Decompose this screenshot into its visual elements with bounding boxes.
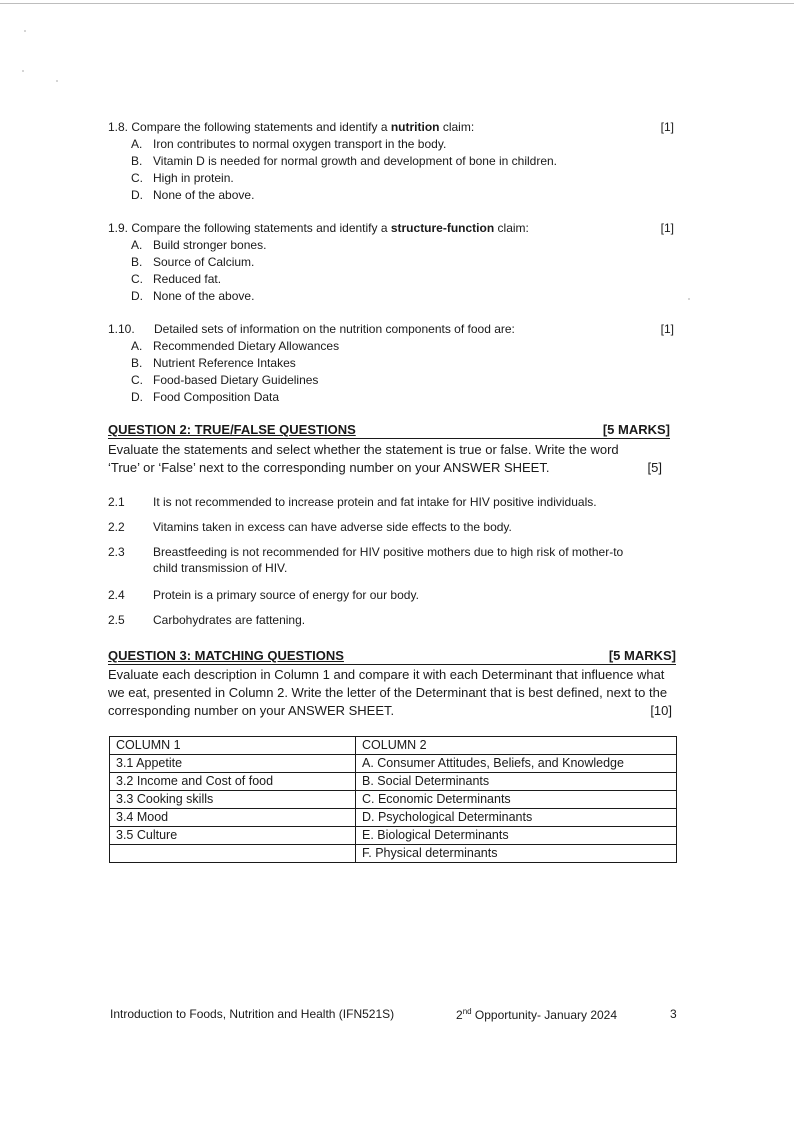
- footer-opportunity: 2nd Opportunity- January 2024: [456, 1007, 618, 1022]
- page-number: 3: [670, 1007, 677, 1021]
- column-1-header: COLUMN 1: [110, 737, 356, 755]
- table-row: 3.1 Appetite A. Consumer Attitudes, Beliefs, and Knowledge: [110, 755, 677, 773]
- question-text: Detailed sets of information on the nutrition components of food are:: [154, 322, 515, 336]
- option-d: D. Food Composition Data: [131, 390, 280, 404]
- statement-2-5: 2.5 Carbohydrates are fattening.: [108, 613, 306, 627]
- statement-2-3: 2.3 Breastfeeding is not recommended for HIV positive mothers due to high risk of mother-to child transmission of HIV.: [108, 545, 624, 575]
- scan-top-edge: [0, 3, 794, 4]
- option-a: A. Iron contributes to normal oxygen transport in the body.: [131, 137, 447, 151]
- option-d: D. None of the above.: [131, 289, 255, 303]
- question-keyword: nutrition: [390, 120, 440, 134]
- question-1-8: [108, 119, 676, 204]
- question-3-instructions: Evaluate each description in Column 1 and compare it with each Determinant that influence what we eat, presented in Column 2. Write the letter of the Determinant that is best defined, next to the corresponding number on your ANSWER SHEET. [10]: [108, 667, 672, 718]
- question-2-heading: [108, 422, 670, 439]
- scan-speck: [688, 298, 690, 300]
- question-stem: [108, 321, 676, 338]
- scan-speck: [56, 80, 58, 82]
- question-text: Compare the following statements and identify a: [131, 221, 391, 235]
- table-header-row: [110, 737, 677, 755]
- option-b: B. Vitamin D is needed for normal growth and development of bone in children.: [131, 154, 558, 168]
- section-marks: [5 MARKS]: [602, 422, 670, 437]
- question-number: 1.9.: [108, 221, 129, 235]
- statement-2-2: 2.2 Vitamins taken in excess can have adverse side effects to the body.: [108, 520, 512, 534]
- table-row: F. Physical determinants: [110, 845, 677, 863]
- question-keyword: structure-function: [390, 221, 495, 235]
- section-marks: [5 MARKS]: [608, 648, 676, 663]
- section-title: QUESTION 3: MATCHING QUESTIONS: [108, 648, 344, 663]
- question-text: claim:: [439, 120, 475, 134]
- table-row: 3.2 Income and Cost of food B. Social Determinants: [110, 773, 677, 791]
- table-row: 3.4 Mood D. Psychological Determinants: [110, 809, 677, 827]
- question-stem: [108, 119, 676, 136]
- footer-course: Introduction to Foods, Nutrition and Health (IFN521S): [110, 1007, 395, 1021]
- question-mark: [1]: [660, 221, 674, 235]
- column-2-header: COLUMN 2: [356, 737, 677, 755]
- question-mark: [1]: [660, 322, 674, 336]
- option-c: C. Reduced fat.: [131, 272, 222, 286]
- option-d: D. None of the above.: [131, 188, 255, 202]
- question-text: claim:: [494, 221, 529, 235]
- table-row: 3.3 Cooking skills C. Economic Determinants: [110, 791, 677, 809]
- question-mark: [1]: [660, 120, 674, 134]
- statement-2-4: 2.4 Protein is a primary source of energy for our body.: [108, 588, 419, 602]
- option-b: B. Source of Calcium.: [131, 255, 255, 269]
- instruction-mark: [10]: [650, 703, 672, 718]
- option-b: B. Nutrient Reference Intakes: [131, 356, 296, 370]
- option-c: C. High in protein.: [131, 171, 234, 185]
- matching-table: [109, 736, 677, 863]
- instruction-mark: [5]: [647, 460, 662, 475]
- question-number: 1.8.: [108, 120, 129, 134]
- scan-speck: [22, 70, 24, 72]
- table-row: 3.5 Culture E. Biological Determinants: [110, 827, 677, 845]
- question-number: 1.10.: [108, 322, 135, 336]
- scan-speck: [24, 30, 26, 32]
- statement-2-1: 2.1 It is not recommended to increase protein and fat intake for HIV positive individuals.: [108, 495, 597, 509]
- option-a: A. Build stronger bones.: [131, 238, 267, 252]
- question-1-9: [108, 220, 676, 305]
- option-a: A. Recommended Dietary Allowances: [131, 339, 340, 353]
- question-stem: [108, 220, 676, 237]
- question-text: Compare the following statements and identify a: [131, 120, 391, 134]
- question-2-instructions: Evaluate the statements and select whether the statement is true or false. Write the word ‘True’ or ‘False’ next to the corresponding number on your ANSWER SHEET. [5]: [108, 442, 662, 475]
- option-c: C. Food-based Dietary Guidelines: [131, 373, 319, 387]
- question-1-10: [108, 321, 676, 406]
- question-3-heading: [108, 648, 676, 665]
- section-title: QUESTION 2: TRUE/FALSE QUESTIONS: [108, 422, 356, 437]
